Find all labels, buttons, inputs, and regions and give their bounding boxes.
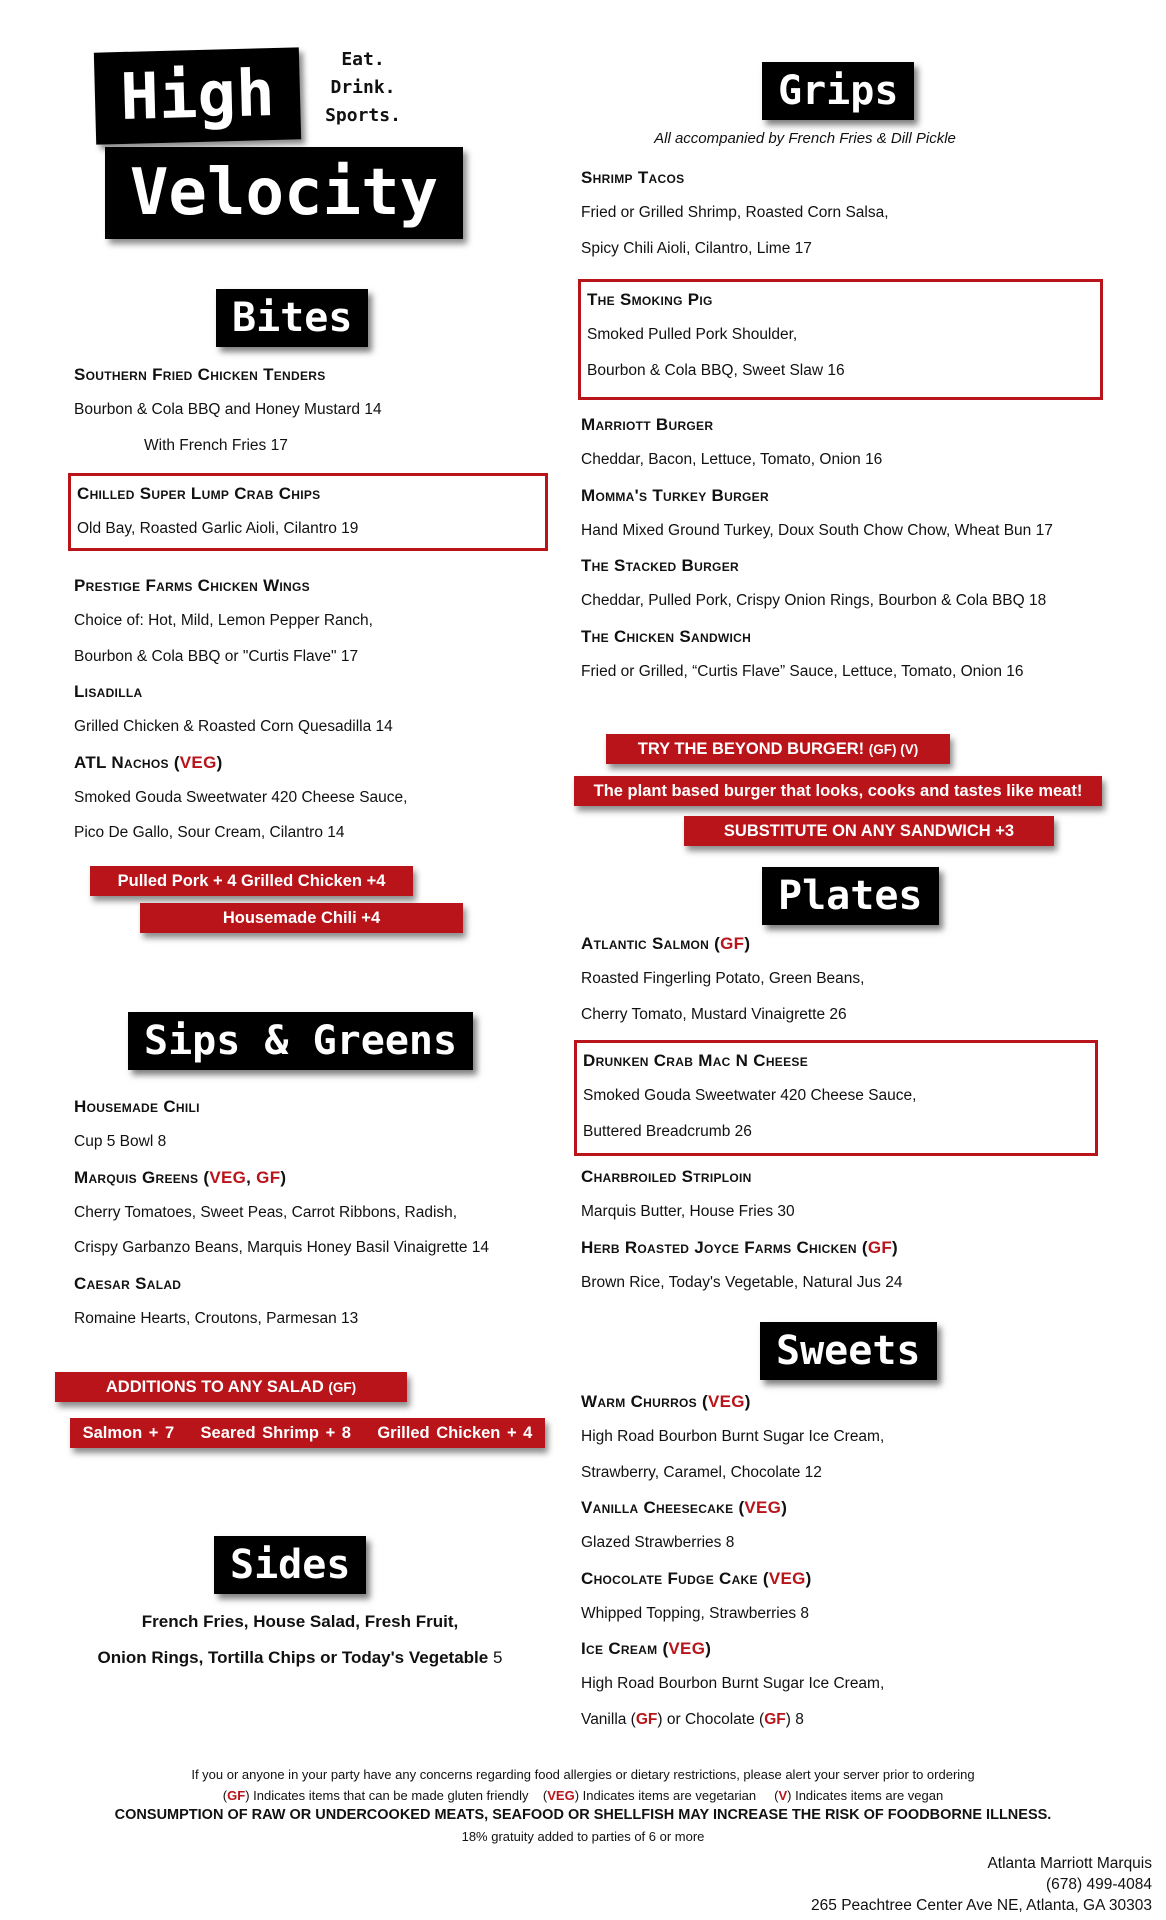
section-sweets: Sweets xyxy=(760,1322,937,1380)
item-name-text: Marquis Greens xyxy=(74,1167,199,1187)
gf-tag: GF xyxy=(635,1710,658,1728)
bites-list-2 xyxy=(74,568,407,851)
item-desc: Hand Mixed Ground Turkey, Doux South Chow Chow, Wheat Bun 17 xyxy=(581,521,1053,539)
item-desc: High Road Bourbon Burnt Sugar Ice Cream, xyxy=(581,1428,885,1445)
sides-text: Onion Rings, Tortilla Chips or Today's Vegetable xyxy=(97,1647,489,1667)
item-desc: Fried or Grilled Shrimp, Roasted Corn Salsa, xyxy=(581,204,889,221)
bites-list xyxy=(74,357,382,463)
section-sides: Sides xyxy=(214,1536,366,1594)
grips-list xyxy=(581,160,889,266)
gf-tag: GF xyxy=(720,934,745,953)
tagline-eat: Eat. xyxy=(341,49,385,70)
item-name-text: Herb Roasted Joyce Farms Chicken xyxy=(581,1237,857,1257)
legend-veg-text: ) Indicates items are vegetarian xyxy=(574,1788,757,1803)
sides-line-1: French Fries, House Salad, Fresh Fruit, xyxy=(141,1612,459,1631)
item-desc: Cup 5 Bowl 8 xyxy=(74,1133,167,1150)
item-desc: Smoked Pulled Pork Shoulder, xyxy=(587,326,798,343)
venue-street: 265 Peachtree Center Ave NE, Atlanta, GA 30303 xyxy=(811,1897,1152,1914)
item-name: The Smoking Pig xyxy=(587,290,713,309)
item-name: Marriott Burger xyxy=(581,415,714,434)
legend-line: (GF) Indicates items that can be made gluten friendly (VEG) Indicates items are vegetarian (V) Indicates items are vegan xyxy=(222,1788,944,1803)
section-sips-greens: Sips & Greens xyxy=(128,1012,473,1070)
crab-chips xyxy=(77,476,358,547)
item-desc: Marquis Butter, House Fries 30 xyxy=(581,1203,795,1220)
section-bites: Bites xyxy=(216,289,368,347)
item-name: Momma's Turkey Burger xyxy=(581,485,769,505)
item-name: Drunken Crab Mac N Cheese xyxy=(583,1051,809,1070)
item-name: Southern Fried Chicken Tenders xyxy=(74,365,326,384)
sweets-list xyxy=(581,1384,884,1737)
sides-price: 5 xyxy=(492,1647,503,1667)
plates-list-2 xyxy=(581,1159,902,1300)
item-desc: Bourbon & Cola BBQ or "Curtis Flave" 17 xyxy=(74,647,359,665)
item-desc: Cherry Tomatoes, Sweet Peas, Carrot Ribbons, Radish, xyxy=(74,1203,458,1221)
plant-based-banner: The plant based burger that looks, cooks and tastes like meat! xyxy=(574,776,1102,806)
veg-tag: VEG xyxy=(744,1498,782,1517)
item-name: Vanilla Cheesecake (VEG) xyxy=(581,1498,788,1517)
item-name: Warm Churros (VEG) xyxy=(581,1392,751,1411)
item-desc: Brown Rice, Today's Vegetable, Natural Jus 24 xyxy=(581,1273,903,1291)
logo-high: High xyxy=(94,47,301,144)
salad-additions-items xyxy=(70,1418,545,1448)
gf-tag: GF xyxy=(227,1788,246,1803)
grips-list-2 xyxy=(581,407,1053,689)
logo-velocity: Velocity xyxy=(105,147,463,239)
address-block xyxy=(811,1853,1152,1916)
item-desc: Grilled Chicken & Roasted Corn Quesadilla 14 xyxy=(74,718,393,735)
plates-list xyxy=(581,926,864,1032)
sides-list xyxy=(60,1604,540,1675)
allergy-notice: If you or anyone in your party have any concerns regarding food allergies or dietary restrictions, please alert your server prior to ordering xyxy=(191,1767,975,1782)
veg-tag: VEG xyxy=(768,1568,806,1588)
tagline-drink: Drink. xyxy=(330,77,396,98)
item-name-text: Warm Churros xyxy=(581,1392,697,1411)
item-name: Charbroiled Striploin xyxy=(581,1167,752,1186)
veg-tag: VEG xyxy=(547,1788,575,1803)
legend-gf-text: ) Indicates items that can be made gluten friendly xyxy=(245,1788,529,1803)
item-desc: High Road Bourbon Burnt Sugar Ice Cream, xyxy=(581,1675,885,1692)
desc-part: ) or Chocolate ( xyxy=(657,1710,765,1728)
item-desc: Smoked Gouda Sweetwater 420 Cheese Sauce, xyxy=(583,1087,917,1104)
veg-tag: VEG xyxy=(707,1392,745,1411)
item-desc: Romaine Hearts, Croutons, Parmesan 13 xyxy=(74,1309,359,1327)
item-desc: Pico De Gallo, Sour Cream, Cilantro 14 xyxy=(74,824,345,841)
bites-addon-banner-2: Housemade Chili +4 xyxy=(140,903,463,933)
item-desc: Fried or Grilled, “Curtis Flave” Sauce, Lettuce, Tomato, Onion 16 xyxy=(581,662,1024,680)
item-name: Chilled Super Lump Crab Chips xyxy=(77,484,321,503)
item-desc: Cheddar, Bacon, Lettuce, Tomato, Onion 16 xyxy=(581,451,883,468)
item-desc: With French Fries 17 xyxy=(144,436,288,454)
sides-line-2 xyxy=(60,1640,540,1676)
veg-tag: VEG xyxy=(209,1167,247,1187)
item-desc: Choice of: Hot, Mild, Lemon Pepper Ranch, xyxy=(74,612,373,629)
salad-additions-banner xyxy=(55,1372,407,1402)
item-name-text: ATL Nachos xyxy=(74,752,169,772)
desc-part: ) 8 xyxy=(785,1710,804,1728)
item-desc: Bourbon & Cola BBQ and Honey Mustard 14 xyxy=(74,401,382,418)
grips-subtitle: All accompanied by French Fries & Dill Pickle xyxy=(654,130,956,147)
gf-tag: GF xyxy=(256,1167,281,1187)
veg-tag: VEG xyxy=(668,1639,706,1658)
item-desc: Spicy Chili Aioli, Cilantro, Lime 17 xyxy=(581,239,812,257)
item-desc: Cherry Tomato, Mustard Vinaigrette 26 xyxy=(581,1005,847,1023)
veg-tag: VEG xyxy=(179,752,217,772)
item-desc: Whipped Topping, Strawberries 8 xyxy=(581,1604,810,1622)
addition-item: Salmon + 7 xyxy=(82,1424,175,1442)
item-name: Lisadilla xyxy=(74,682,143,701)
addition-item: Seared Shrimp + 8 xyxy=(200,1424,351,1442)
desc-part: Vanilla ( xyxy=(581,1710,636,1728)
gf-tag: GF xyxy=(867,1237,893,1257)
substitute-banner: SUBSTITUTE ON ANY SANDWICH +3 xyxy=(684,816,1054,846)
item-name: Marquis Greens (VEG, GF) xyxy=(74,1167,287,1187)
item-name: Ice Cream (VEG) xyxy=(581,1639,712,1658)
beyond-burger-banner xyxy=(606,734,950,764)
section-plates: Plates xyxy=(762,867,939,925)
item-name-text: Chocolate Fudge Cake xyxy=(581,1568,758,1588)
item-name: Prestige Farms Chicken Wings xyxy=(74,576,310,595)
gratuity-note: 18% gratuity added to parties of 6 or more xyxy=(461,1829,705,1844)
item-desc: Roasted Fingerling Potato, Green Beans, xyxy=(581,970,865,987)
item-name: The Stacked Burger xyxy=(581,556,739,575)
item-name-text: Ice Cream xyxy=(581,1639,658,1658)
item-name: Herb Roasted Joyce Farms Chicken (GF) xyxy=(581,1237,899,1257)
item-name: Caesar Salad xyxy=(74,1273,182,1293)
item-name: Shrimp Tacos xyxy=(581,168,685,187)
item-desc: Strawberry, Caramel, Chocolate 12 xyxy=(581,1463,822,1481)
tagline-sports: Sports. xyxy=(325,105,401,126)
item-name-text: Vanilla Cheesecake xyxy=(581,1498,734,1517)
gf-tag: (GF) xyxy=(328,1380,357,1395)
mac-cheese xyxy=(583,1043,916,1149)
item-desc: Buttered Breadcrumb 26 xyxy=(583,1122,752,1140)
item-name: Atlantic Salmon (GF) xyxy=(581,934,751,953)
venue-phone: (678) 499-4084 xyxy=(1046,1876,1152,1893)
gf-v-tags: (GF) (V) xyxy=(868,742,919,757)
item-name-text: Atlantic Salmon xyxy=(581,934,710,953)
sips-list xyxy=(74,1089,489,1336)
item-desc: Bourbon & Cola BBQ, Sweet Slaw 16 xyxy=(587,361,845,379)
item-desc: Glazed Strawberries 8 xyxy=(581,1534,735,1551)
section-grips: Grips xyxy=(762,62,914,120)
item-desc xyxy=(581,1702,884,1738)
item-desc: Old Bay, Roasted Garlic Aioli, Cilantro 19 xyxy=(77,520,359,537)
legend-v-text: ) Indicates items are vegan xyxy=(787,1788,944,1803)
item-desc: Smoked Gouda Sweetwater 420 Cheese Sauce, xyxy=(74,788,408,806)
venue-name: Atlanta Marriott Marquis xyxy=(987,1855,1152,1872)
logo-tagline xyxy=(322,46,404,130)
gf-tag: GF xyxy=(764,1710,786,1728)
item-desc: Crispy Garbanzo Beans, Marquis Honey Basil Vinaigrette 14 xyxy=(74,1239,489,1256)
item-name: The Chicken Sandwich xyxy=(581,626,752,646)
item-name: ATL Nachos (VEG) xyxy=(74,752,223,772)
bites-addon-banner-1: Pulled Pork + 4 Grilled Chicken +4 xyxy=(90,866,413,896)
foodborne-warning: CONSUMPTION OF RAW OR UNDERCOOKED MEATS, SEAFOOD OR SHELLFISH MAY INCREASE THE RISK OF FOODBORNE ILLNESS. xyxy=(114,1807,1052,1823)
item-name: Housemade Chili xyxy=(74,1097,200,1116)
addition-item: Grilled Chicken + 4 xyxy=(377,1424,533,1442)
banner-text: TRY THE BEYOND BURGER! xyxy=(637,740,865,758)
item-desc: Cheddar, Pulled Pork, Crispy Onion Rings, Bourbon & Cola BBQ 18 xyxy=(581,592,1047,609)
banner-text: ADDITIONS TO ANY SALAD xyxy=(105,1378,324,1396)
item-name: Chocolate Fudge Cake (VEG) xyxy=(581,1568,812,1588)
smoking-pig xyxy=(587,282,845,388)
v-tag: V xyxy=(778,1788,788,1803)
